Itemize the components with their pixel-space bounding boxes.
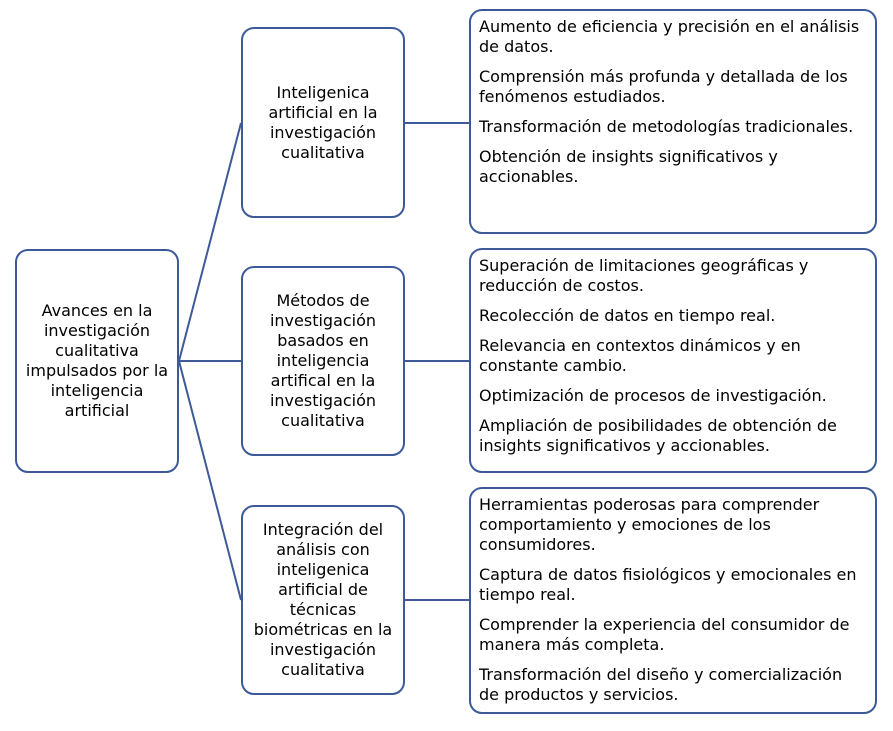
detail-item: Herramientas poderosas para comprender comportamiento y emociones de los consumidores.: [479, 495, 820, 554]
branch-node-2: [241, 266, 405, 456]
detail-item: Ampliación de posibilidades de obtención de insights significativos y accionables.: [479, 416, 837, 455]
branch-node-3-title: Integración del análisis con inteligenica artificial de técnicas biométricas en la investigación cualitativa: [253, 520, 393, 679]
connector-root-to-branch-1: [179, 123, 241, 361]
detail-item: Optimización de procesos de investigación.: [479, 386, 827, 405]
detail-item: Transformación de metodologías tradicionales.: [479, 117, 854, 136]
detail-list-2: [469, 248, 877, 473]
branch-node-1-title: Inteligenica artificial en la investigación cualitativa: [268, 82, 378, 162]
branch-node-2-title: Métodos de investigación basados en inteligencia artifical en la investigación cualitativa: [269, 291, 377, 430]
detail-item: Comprender la experiencia del consumidor de manera más completa.: [479, 615, 850, 654]
root-node: [15, 249, 179, 473]
connector-root-to-branch-3: [179, 361, 241, 600]
detail-item: Captura de datos fisiológicos y emocionales en tiempo real.: [479, 565, 857, 604]
detail-item: Superación de limitaciones geográficas y reducción de costos.: [479, 256, 809, 295]
detail-list-3: [469, 487, 877, 714]
detail-item: Comprensión más profunda y detallada de los fenómenos estudiados.: [479, 67, 848, 106]
detail-item: Obtención de insights significativos y accionables.: [479, 147, 778, 186]
detail-item: Transformación del diseño y comercialización de productos y servicios.: [479, 665, 843, 704]
branch-node-1: [241, 27, 405, 218]
detail-item: Recolección de datos en tiempo real.: [479, 306, 776, 325]
root-node-text: Avances en la investigación cualitativa impulsados por la inteligencia artificial: [25, 301, 169, 420]
detail-item: Aumento de eficiencia y precisión en el análisis de datos.: [479, 17, 860, 56]
branch-node-3: [241, 505, 405, 695]
detail-list-1: [469, 9, 877, 234]
detail-item: Relevancia en contextos dinámicos y en constante cambio.: [479, 336, 801, 375]
